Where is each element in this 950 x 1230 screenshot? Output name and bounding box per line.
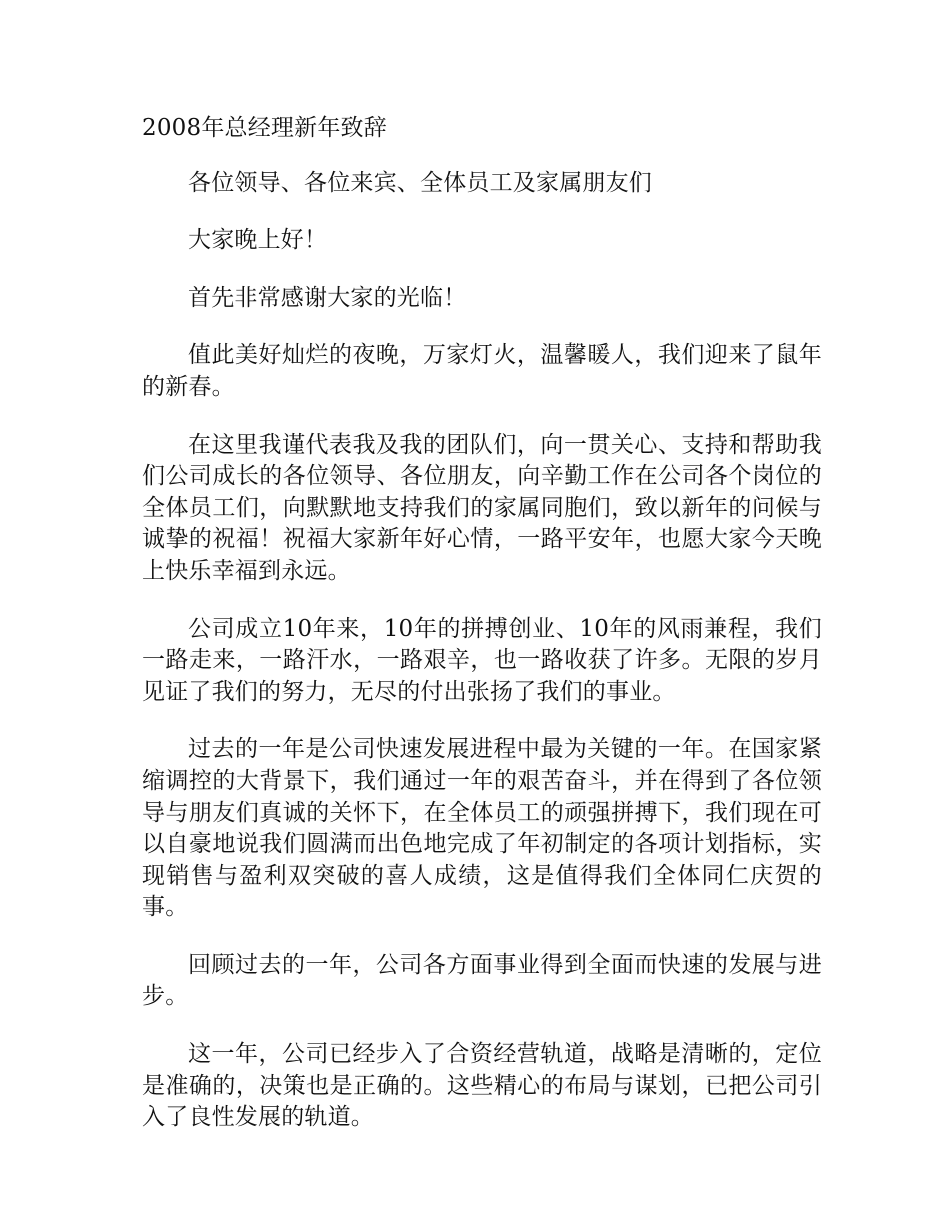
paragraph-review: 回顾过去的一年，公司各方面事业得到全面而快速的发展与进步。 — [142, 951, 822, 1010]
paragraph-wishes: 在这里我谨代表我及我的团队们，向一贯关心、支持和帮助我们公司成长的各位领导、各位朋友，向辛勤工作在公司各个岗位的全体员工们，向默默地支持我们的家属同胞们，致以新年的问候与诚挚的祝福！祝福大家新年好心情，一路平安年，也愿大家今天晚上快乐幸福到永远。 — [142, 431, 822, 584]
paragraph-greeting-audience: 各位领导、各位来宾、全体员工及家属朋友们 — [188, 169, 652, 196]
document-body — [142, 113, 822, 1160]
paragraph-ten-years: 公司成立10年来，10年的拼搏创业、10年的风雨兼程，我们一路走来，一路汗水，一路艰辛，也一路收获了许多。无限的岁月见证了我们的努力，无尽的付出张扬了我们的事业。 — [142, 615, 822, 705]
paragraph-past-year: 过去的一年是公司快速发展进程中最为关键的一年。在国家紧缩调控的大背景下，我们通过一年的艰苦奋斗，并在得到了各位领导与朋友们真诚的关怀下，在全体员工的顽强拼搏下，我们现在可以自豪地说我们圆满而出色地完成了年初制定的各项计划指标，实现销售与盈利双突破的喜人成绩，这是值得我们全体同仁庆贺的事。 — [142, 736, 822, 921]
paragraph-strategy: 这一年，公司已经步入了合资经营轨道，战略是清晰的，定位是准确的，决策也是正确的。这些精心的布局与谋划，已把公司引入了良性发展的轨道。 — [142, 1041, 822, 1131]
paragraph-new-year: 值此美好灿烂的夜晚，万家灯火，温馨暖人，我们迎来了鼠年的新春。 — [142, 342, 822, 400]
document-title: 2008年总经理新年致辞 — [142, 115, 387, 141]
paragraph-thanks: 首先非常感谢大家的光临！ — [188, 284, 467, 311]
paragraph-good-evening: 大家晚上好！ — [188, 227, 328, 254]
